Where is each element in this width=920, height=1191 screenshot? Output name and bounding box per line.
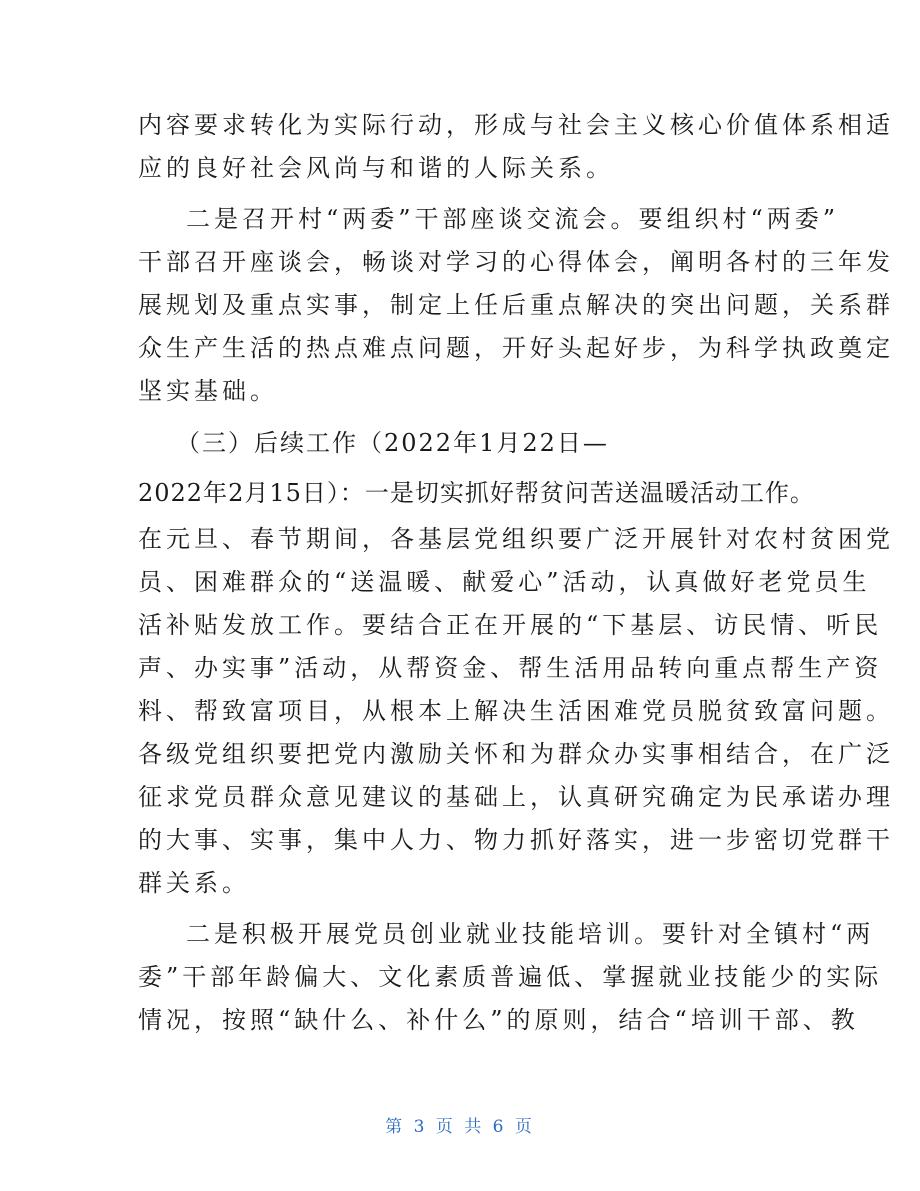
text-line: 的大事、实事，集中人力、物力抓好落实，进一步密切党群干 (138, 826, 894, 854)
text-line: 干部召开座谈会，畅谈对学习的心得体会，阐明各村的三年发 (138, 248, 894, 276)
text-line: 展规划及重点实事，制定上任后重点解决的突出问题，关系群 (138, 291, 894, 319)
text-line: 2022年2月15日）：一是切实抓好帮贫问苦送温暖活动工作。 (138, 479, 815, 507)
text-line: 坚实基础。 (138, 377, 278, 405)
text-line: 内容要求转化为实际行动，形成与社会主义核心价值体系相适 (138, 111, 894, 139)
paragraph-first-line: 二是召开村“两委”干部座谈交流会。要组织村“两委” (186, 205, 840, 233)
text-line: 声、办实事”活动，从帮资金、帮生活用品转向重点帮生产资 (138, 654, 883, 682)
text-line: 群关系。 (138, 869, 250, 897)
text-line: 各级党组织要把党内激励关怀和为群众办实事相结合，在广泛 (138, 740, 894, 768)
page-number: 第 3 页 共 6 页 (385, 1117, 535, 1137)
text-line: 征求党员群众意见建议的基础上，认真研究确定为民承诺办理 (138, 783, 894, 811)
text-line: 员、困难群众的“送温暖、献爱心”活动，认真做好老党员生 (138, 568, 871, 596)
text-line: 情况，按照“缺什么、补什么”的原则，结合“培训干部、教 (138, 1006, 859, 1034)
text-line: 活补贴发放工作。要结合正在开展的“下基层、访民情、听民 (138, 611, 883, 639)
text-line: 在元旦、春节期间，各基层党组织要广泛开展针对农村贫困党 (138, 525, 894, 553)
paragraph-first-line: 二是积极开展党员创业就业技能培训。要针对全镇村“两 (186, 920, 875, 948)
section-heading: （三）后续工作（2022年1月22日— (176, 429, 609, 457)
text-line: 料、帮致富项目，从根本上解决生活困难党员脱贫致富问题。 (138, 697, 894, 725)
text-line: 众生产生活的热点难点问题，开好头起好步，为科学执政奠定 (138, 334, 894, 362)
text-line: 委”干部年龄偏大、文化素质普遍低、掌握就业技能少的实际 (138, 963, 883, 991)
text-line: 应的良好社会风尚与和谐的人际关系。 (138, 154, 614, 182)
